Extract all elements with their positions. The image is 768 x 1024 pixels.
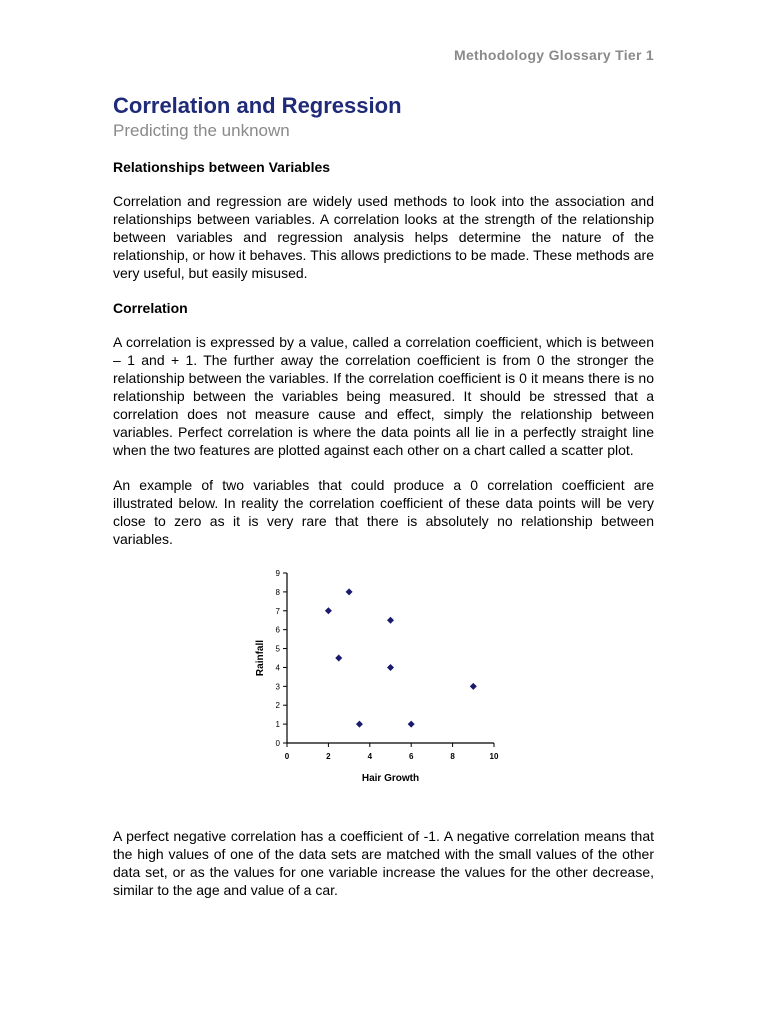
y-tick-label: 2 [275, 701, 280, 711]
data-point [387, 617, 394, 624]
section-heading-relationships: Relationships between Variables [113, 159, 331, 175]
y-axis-label: Rainfall [255, 639, 266, 677]
y-tick-label: 1 [275, 720, 280, 730]
data-point [325, 607, 332, 614]
y-tick-label: 7 [275, 606, 280, 616]
y-tick-label: 4 [275, 663, 280, 673]
y-tick-label: 6 [275, 625, 280, 635]
scatter-chart-container [113, 565, 654, 813]
paragraph-zero-example: An example of two variables that could produce a 0 correlation coefficient are illustrated below. In reality the correlation coefficient of these data points will be very close to zero as it is very rare that there is absolutely no relationship between variables. [113, 477, 654, 547]
y-tick-label: 5 [275, 644, 280, 654]
y-tick-label: 8 [275, 587, 280, 597]
page-title: Correlation and Regression [113, 93, 402, 118]
x-tick-label: 6 [408, 752, 414, 761]
paragraph-correlation: A correlation is expressed by a value, called a correlation coefficient, which is between – 1 and + 1. The further away the correlation coefficient is from 0 the stronger the relationship between the variables. If the correlation coefficient is 0 it means there is no relationship between the variables being measured. It should be stressed that a correlation does not measure cause and effect, simply the relationship between variables. Perfect correlation is where the data points all lie in a perfectly straight line when the two features are plotted against each other on a chart called a scatter plot. [113, 334, 654, 458]
data-point [346, 588, 353, 595]
scatter-chart [113, 565, 654, 813]
section-heading-correlation: Correlation [113, 300, 188, 316]
data-point [470, 683, 477, 690]
document-body [113, 92, 654, 916]
y-tick-label: 9 [275, 569, 280, 578]
data-point [335, 655, 342, 662]
x-tick-label: 0 [284, 752, 290, 761]
x-axis-label: Hair Growth [361, 773, 420, 784]
y-tick-label: 0 [275, 739, 280, 748]
x-tick-label: 8 [450, 752, 455, 761]
x-tick-label: 4 [367, 752, 373, 761]
data-point [387, 664, 394, 671]
x-tick-label: 2 [326, 752, 331, 761]
data-point [356, 721, 363, 728]
running-header: Methodology Glossary Tier 1 [454, 47, 654, 63]
page-subtitle: Predicting the unknown [113, 121, 290, 140]
x-tick-label: 10 [489, 752, 499, 761]
data-point [408, 721, 415, 728]
paragraph-intro: Correlation and regression are widely used methods to look into the association and relationships between variables. A correlation looks at the strength of the relationship between variables and regression analysis helps determine the nature of the relationship, or how it behaves. This allows predictions to be made. These methods are very useful, but easily misused. [113, 193, 654, 281]
paragraph-negative-correlation: A perfect negative correlation has a coefficient of -1. A negative correlation means that the high values of one of the data sets are matched with the small values of the other data set, or as the values for one variable increase the values for the other decrease, similar to the age and value of a car. [113, 828, 654, 898]
y-tick-label: 3 [275, 682, 280, 692]
